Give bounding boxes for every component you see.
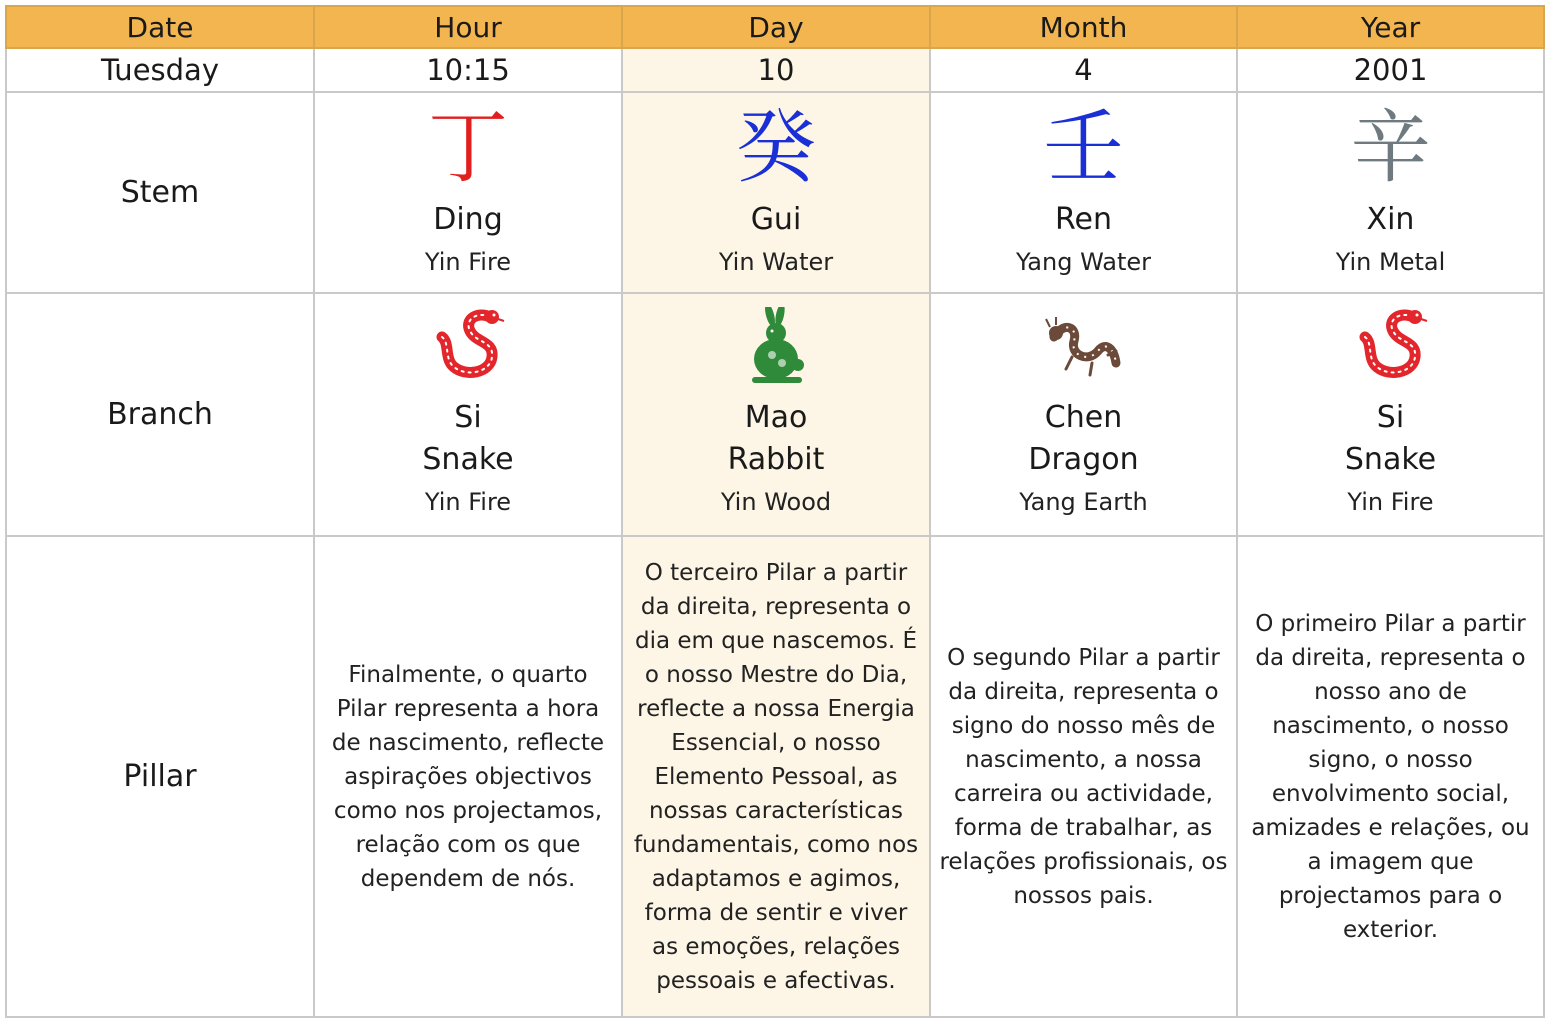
header-day: Day xyxy=(622,6,930,48)
pillar-cell-day xyxy=(622,536,930,1017)
header-year: Year xyxy=(1237,6,1544,48)
stem-name-hour: Ding xyxy=(433,201,503,237)
stem-name-year: Xin xyxy=(1366,201,1415,237)
rabbit-icon xyxy=(736,307,816,387)
branch-cell-day xyxy=(622,293,930,536)
stem-element-year: Yin Metal xyxy=(1335,247,1446,276)
pillar-text-hour: Finalmente, o quarto Pilar representa a hora de nascimento, reflecte aspirações objectivos como nos projectamos, relação com os que dependem de nós. xyxy=(331,661,605,892)
pillar-cell-month xyxy=(930,536,1237,1017)
stem-cell-month xyxy=(930,92,1237,293)
header-hour: Hour xyxy=(314,6,622,48)
header-month: Month xyxy=(930,6,1237,48)
branch-element-day: Yin Wood xyxy=(720,487,832,516)
stem-glyph-year: 辛 xyxy=(1350,100,1431,194)
stem-element-hour: Yin Fire xyxy=(424,247,512,276)
branch-pinyin-hour: Si xyxy=(454,399,482,435)
stem-cell-day xyxy=(622,92,930,293)
stem-cell-hour xyxy=(314,92,622,293)
pillar-text-year: O primeiro Pilar a partir da direita, representa o nosso ano de nascimento, o nosso signo, o nosso envolvimento social, amizades e relações, ou a imagem que projectamos para o exterior. xyxy=(1251,610,1530,943)
dragon-icon xyxy=(1044,307,1124,387)
stem-element-month: Yang Water xyxy=(1015,247,1152,276)
branch-row xyxy=(6,293,1544,536)
branch-cell-hour xyxy=(314,293,622,536)
month-value: 4 xyxy=(930,48,1237,92)
branch-pinyin-year: Si xyxy=(1376,399,1405,435)
pillar-cell-hour xyxy=(314,536,622,1017)
snake-icon xyxy=(1351,307,1431,387)
branch-animal-hour: Snake xyxy=(422,441,514,477)
stem-row xyxy=(6,92,1544,293)
day-value: 10 xyxy=(622,48,930,92)
stem-glyph-month: 壬 xyxy=(1043,100,1124,194)
hour-value: 10:15 xyxy=(314,48,622,92)
pillar-cell-year xyxy=(1237,536,1544,1017)
stem-cell-year xyxy=(1237,92,1544,293)
branch-cell-year xyxy=(1237,293,1544,536)
branch-pinyin-day: Mao xyxy=(744,399,808,435)
branch-animal-year: Snake xyxy=(1344,441,1437,477)
weekday-cell: Tuesday xyxy=(6,48,314,92)
bazi-pillars-table xyxy=(5,5,1545,1018)
year-value: 2001 xyxy=(1237,48,1544,92)
branch-element-month: Yang Earth xyxy=(1019,487,1148,516)
pillar-text-day: O terceiro Pilar a partir da direita, representa o dia em que nascemos. É o nosso Mestre do Dia, reflecte a nossa Energia Essencial, o nosso Elemento Pessoal, as nossas características fundamentais, como nos adaptamos e agimos, forma de sentir e viver as emoções, relações pessoais e afectivas. xyxy=(633,559,919,994)
pillar-label: Pillar xyxy=(6,536,314,1017)
stem-element-day: Yin Water xyxy=(718,247,834,276)
branch-animal-day: Rabbit xyxy=(727,441,825,477)
branch-label: Branch xyxy=(6,293,314,536)
pillar-text-month: O segundo Pilar a partir da direita, representa o signo do nosso mês de nascimento, a nossa carreira ou actividade, forma de trabalhar, as relações profissionais, os nossos pais. xyxy=(939,644,1228,909)
pillar-row xyxy=(6,536,1544,1017)
branch-animal-month: Dragon xyxy=(1028,441,1139,477)
branch-element-hour: Yin Fire xyxy=(424,487,512,516)
stem-name-month: Ren xyxy=(1055,201,1112,237)
header-date: Date xyxy=(6,6,314,48)
snake-icon xyxy=(428,307,508,387)
stem-glyph-hour: 丁 xyxy=(428,100,508,194)
date-row xyxy=(6,48,1544,92)
stem-label: Stem xyxy=(6,92,314,293)
stem-name-day: Gui xyxy=(750,201,802,237)
branch-pinyin-month: Chen xyxy=(1044,399,1123,435)
branch-cell-month xyxy=(930,293,1237,536)
header-row xyxy=(6,6,1544,48)
stem-glyph-day: 癸 xyxy=(736,100,816,194)
branch-element-year: Yin Fire xyxy=(1347,487,1434,516)
